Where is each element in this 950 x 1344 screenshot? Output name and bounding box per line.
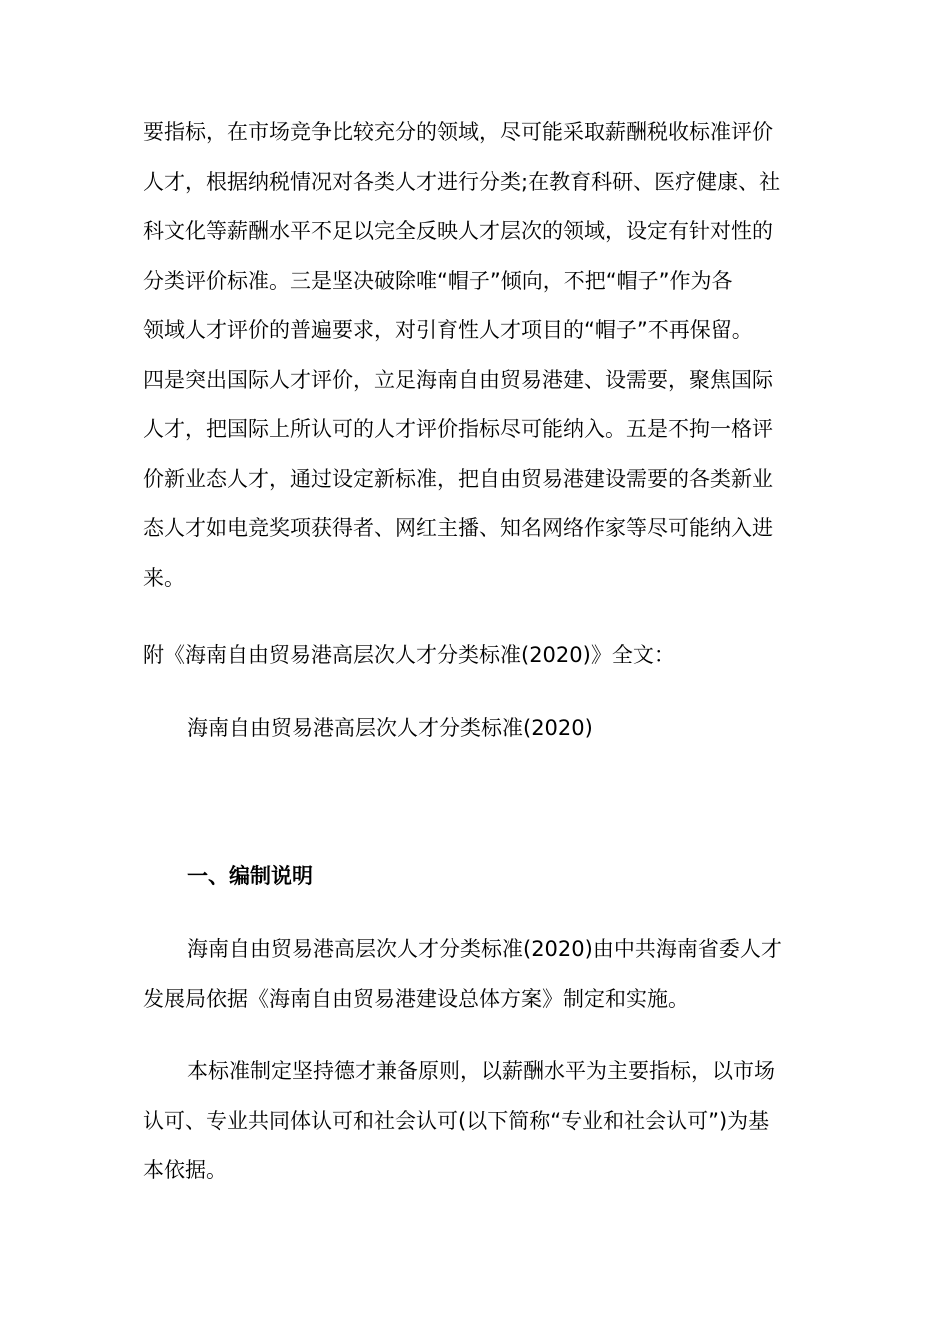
text-line: 分类评价标准。三是坚决破除唯“帽子”倾向，不把“帽子”作为各 [143,268,733,293]
text-line: 海南自由贸易港高层次人才分类标准(2020) [187,716,593,740]
text-line: 附《海南自由贸易港高层次人才分类标准(2020)》全文： [143,643,675,667]
text-line: 海南自由贸易港高层次人才分类标准(2020)由中共海南省委人才 [187,937,782,961]
text-line: 本依据。 [143,1158,227,1182]
document-title [143,704,851,754]
text-line: 人才，把国际上所认可的人才评价指标尽可能纳入。五是不拘一格评 [143,417,773,441]
text-line: 价新业态人才，通过设定新标准，把自由贸易港建设需要的各类新业 [143,466,773,491]
text-line: 四是突出国际人才评价，立足海南自由贸易港建、设需要，聚焦国际 [143,367,773,392]
text-line: 来。 [143,565,185,590]
text-line: 发展局依据《海南自由贸易港建设总体方案》制定和实施。 [143,986,689,1011]
text-line: 人才，根据纳税情况对各类人才进行分类;在教育科研、医疗健康、社 [143,169,781,194]
body-paragraph-evaluation [143,108,807,603]
text-line: 本标准制定坚持德才兼备原则，以薪酬水平为主要指标，以市场 [187,1059,775,1083]
text-line: 领域人才评价的普遍要求，对引育性人才项目的“帽子”不再保留。 [143,318,753,342]
text-line: 一、编制说明 [187,864,313,888]
body-paragraph-basis [143,925,807,1024]
text-line: 态人才如电竞奖项获得者、网红主播、知名网络作家等尽可能纳入进 [143,516,773,540]
text-line: 要指标，在市场竞争比较充分的领域，尽可能采取薪酬税收标准评价 [143,120,773,144]
text-line: 科文化等薪酬水平不足以完全反映人才层次的领域，设定有针对性的 [143,219,773,243]
appendix-intro [143,631,807,681]
body-paragraph-principle [143,1047,807,1196]
text-line: 认可、专业共同体认可和社会认可(以下简称“专业和社会认可”)为基 [143,1108,770,1133]
section-heading [143,852,851,902]
